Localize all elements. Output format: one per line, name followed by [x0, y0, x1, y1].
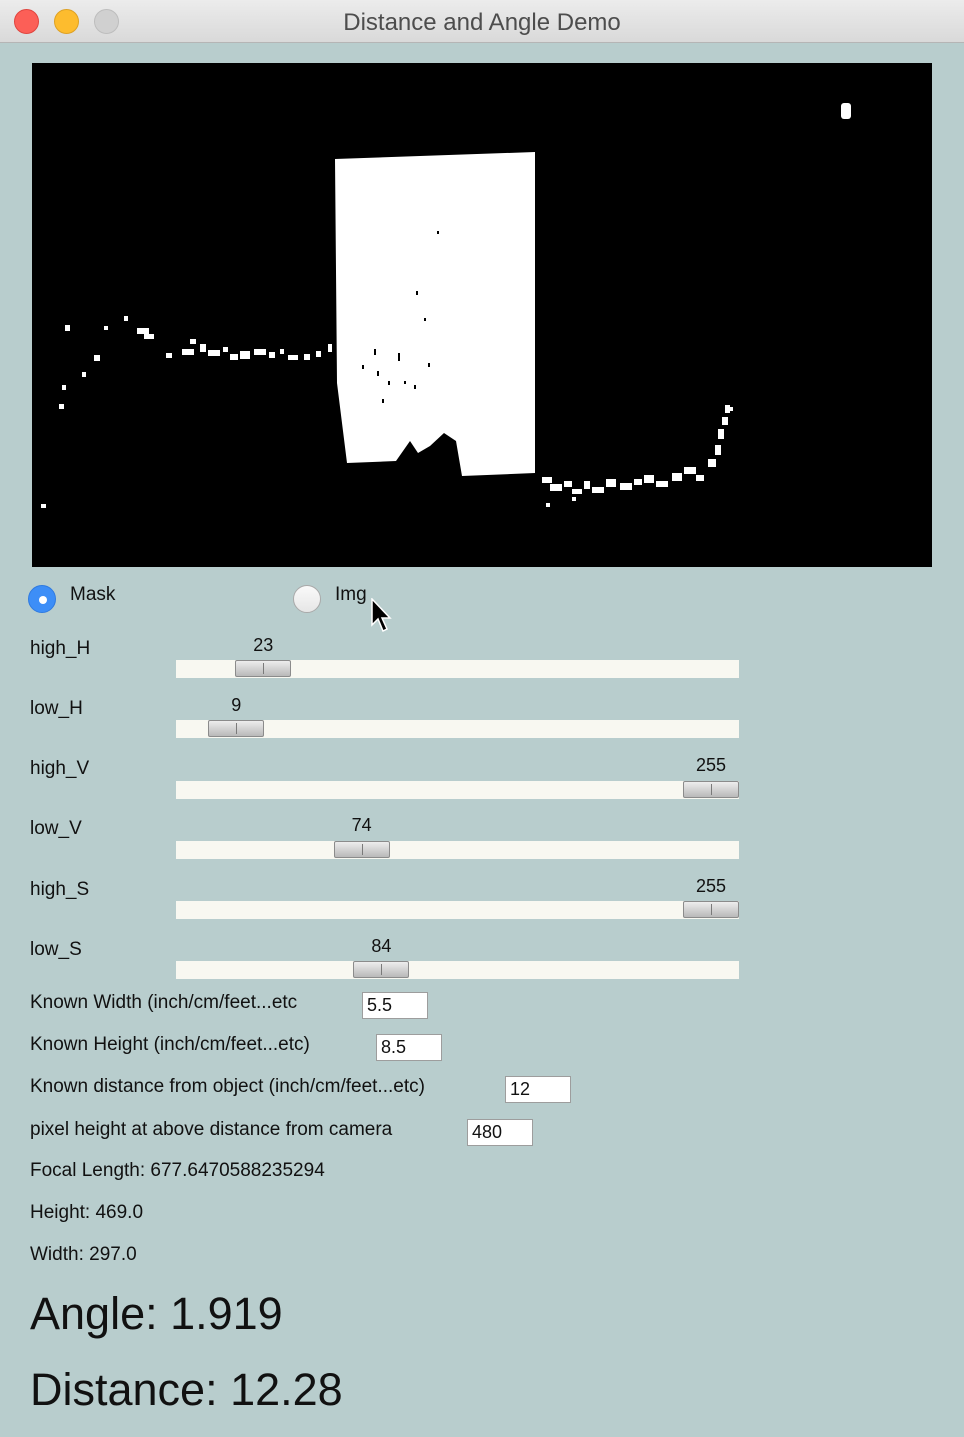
- radio-img-label: Img: [335, 584, 367, 605]
- distance-readout: Distance: 12.28: [30, 1364, 343, 1415]
- known-height-input[interactable]: [376, 1034, 442, 1061]
- window-title: Distance and Angle Demo: [343, 9, 621, 36]
- mouse-pointer-icon: [370, 598, 394, 634]
- slider-value-low-v: 74: [351, 815, 372, 835]
- slider-value-high-h: 23: [253, 635, 274, 655]
- pixel-height-input[interactable]: [467, 1119, 533, 1146]
- title-bar: [0, 0, 964, 43]
- radio-img-indicator[interactable]: [293, 585, 321, 613]
- height-readout: Height: 469.0: [30, 1202, 144, 1223]
- slider-value-high-s: 255: [695, 876, 727, 896]
- mask-preview-image: [32, 63, 932, 567]
- known-height-label: Known Height (inch/cm/feet...etc): [30, 1034, 310, 1055]
- slider-track-high-s[interactable]: [176, 901, 739, 919]
- slider-thumb-low-s[interactable]: [353, 961, 409, 978]
- slider-track-high-h[interactable]: [176, 660, 739, 678]
- pixel-height-label: pixel height at above distance from camera: [30, 1119, 393, 1140]
- slider-track-low-v[interactable]: [176, 841, 739, 859]
- slider-thumb-low-h[interactable]: [208, 720, 264, 737]
- slider-track-low-s[interactable]: [176, 961, 739, 979]
- slider-label-high-s: high_S: [30, 879, 90, 900]
- slider-value-low-h: 9: [231, 695, 242, 715]
- slider-value-high-v: 255: [695, 755, 727, 775]
- radio-mask-label: Mask: [70, 584, 116, 605]
- slider-label-high-h: high_H: [30, 638, 91, 659]
- known-distance-label: Known distance from object (inch/cm/feet...etc): [30, 1076, 425, 1097]
- angle-readout: Angle: 1.919: [30, 1288, 283, 1339]
- slider-thumb-low-v[interactable]: [334, 841, 390, 858]
- slider-label-low-h: low_H: [30, 698, 83, 719]
- known-width-input[interactable]: [362, 992, 428, 1019]
- slider-track-high-v[interactable]: [176, 781, 739, 799]
- slider-thumb-high-h[interactable]: [235, 660, 291, 677]
- slider-thumb-high-s[interactable]: [683, 901, 739, 918]
- known-width-label: Known Width (inch/cm/feet...etc: [30, 992, 298, 1013]
- radio-mask-indicator[interactable]: [28, 585, 56, 613]
- slider-value-low-s: 84: [371, 936, 392, 956]
- slider-thumb-high-v[interactable]: [683, 781, 739, 798]
- width-readout: Width: 297.0: [30, 1244, 137, 1265]
- known-distance-input[interactable]: [505, 1076, 571, 1103]
- slider-track-low-h[interactable]: [176, 720, 739, 738]
- slider-label-low-s: low_S: [30, 939, 82, 960]
- slider-label-low-v: low_V: [30, 818, 82, 839]
- focal-length-readout: Focal Length: 677.6470588235294: [30, 1160, 325, 1181]
- slider-label-high-v: high_V: [30, 758, 90, 779]
